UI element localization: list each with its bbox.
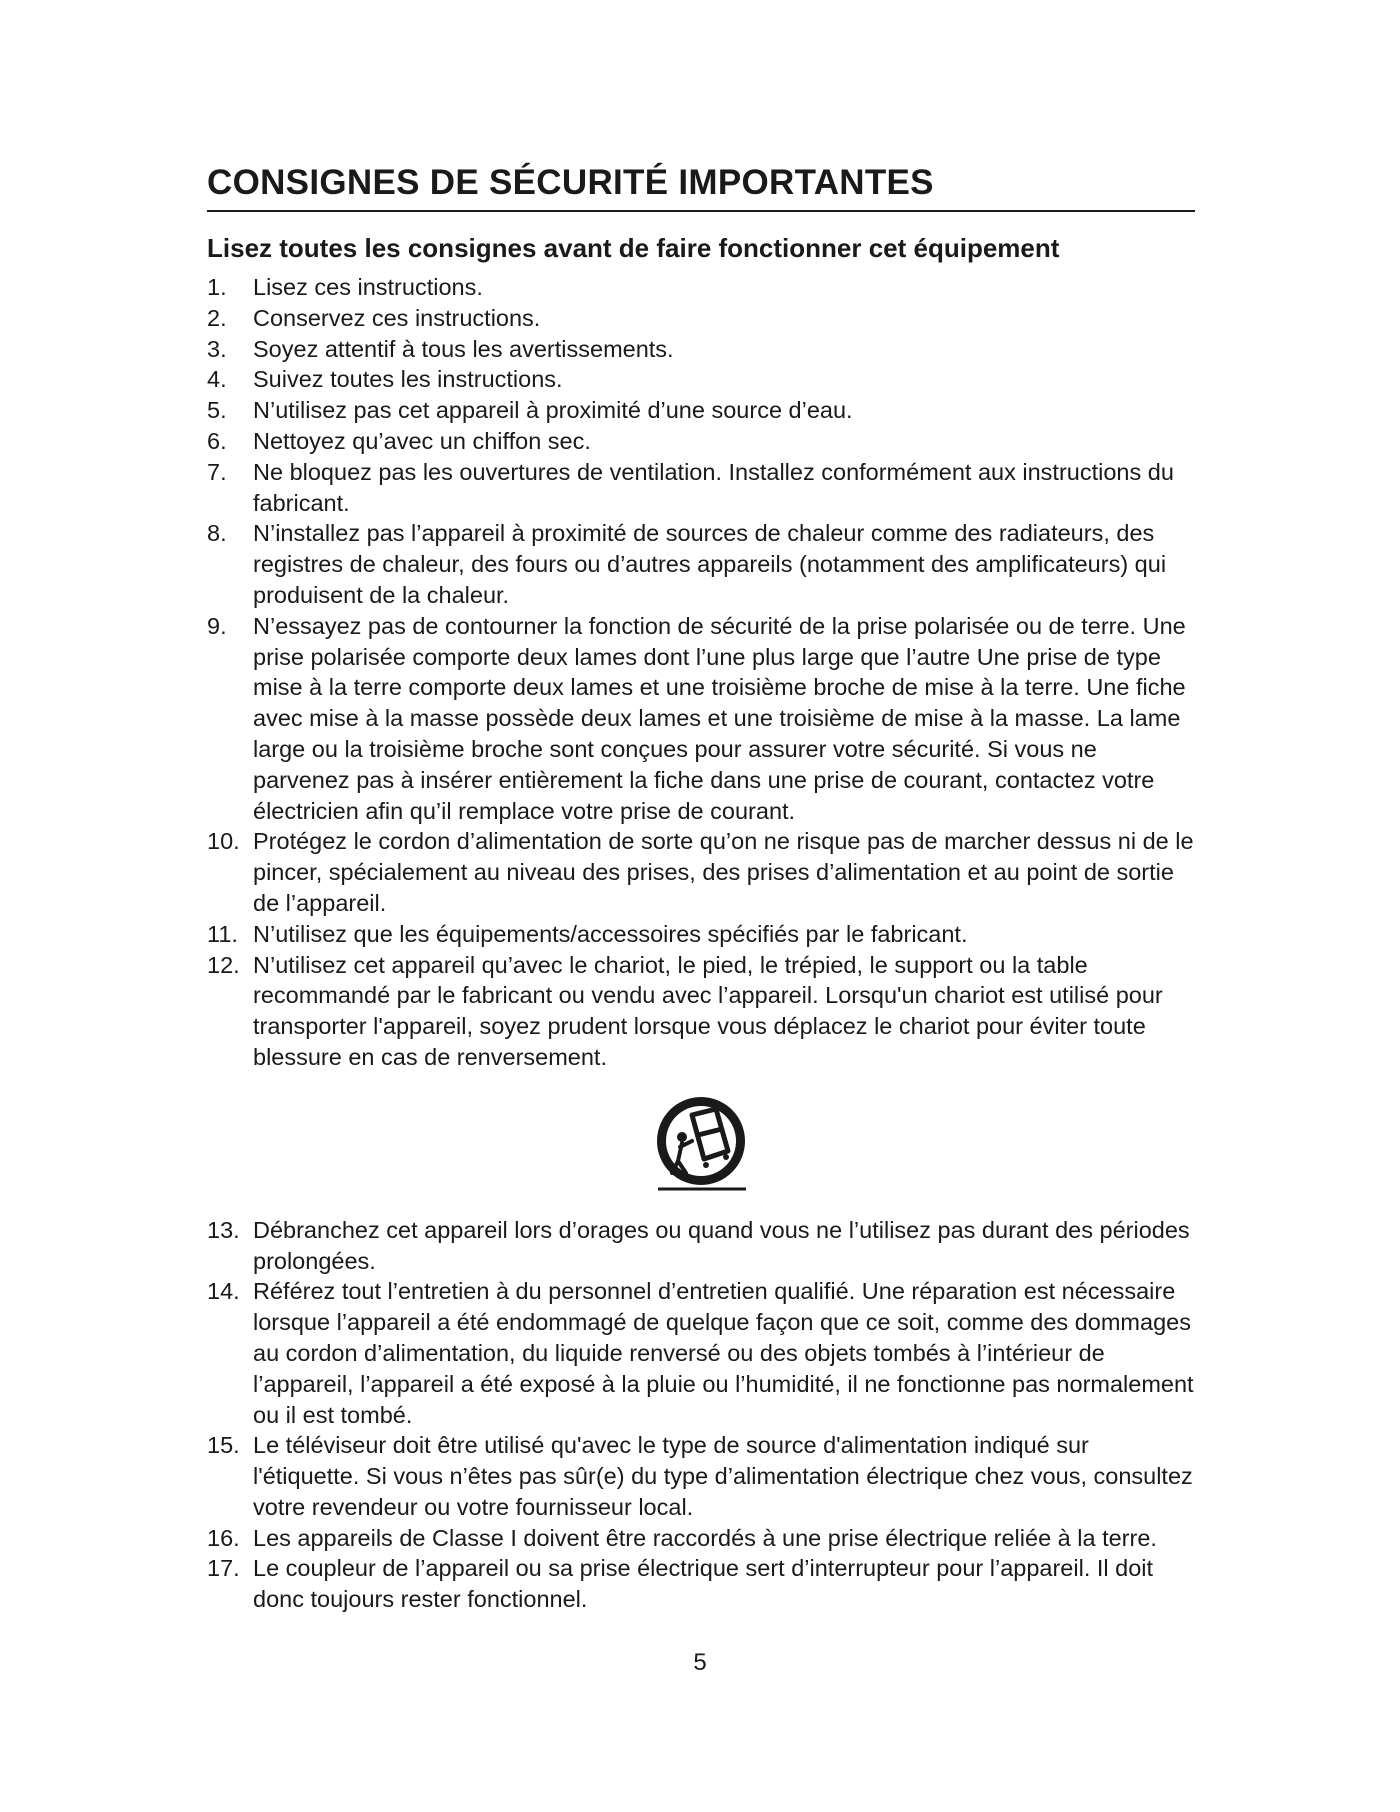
item-number: 15. <box>207 1432 240 1459</box>
item-number: 13. <box>207 1216 240 1243</box>
list-item <box>207 1276 1195 1430</box>
subtitle: Lisez toutes les consignes avant de faire fonctionner cet équipement <box>207 233 1060 263</box>
instructions-list-part-2 <box>207 1215 1195 1615</box>
page-title: CONSIGNES DE SÉCURITÉ IMPORTANTES <box>207 160 1195 212</box>
item-text: Référez tout l’entretien à du personnel d’entretien qualifié. Une réparation est nécessaire lorsque l’appareil a été endommagé de quelque façon que ce soit, comme des dommages au cordon d’alimentation, du liquide renversé ou des objets tombés à l’intérieur de l’appareil, l’appareil a été exposé à la pluie ou l’humidité, il ne fonctionne pas normalement ou il est tombé. <box>253 1278 1194 1428</box>
item-text: Lisez ces instructions. <box>253 274 483 300</box>
list-item <box>207 364 1195 395</box>
item-text: Le téléviseur doit être utilisé qu'avec le type de source d'alimentation indiqué sur l'étiquette. Si vous n’êtes pas sûr(e) du type d’alimentation électrique chez vous, consultez votre revendeur ou votre fournisseur local. <box>253 1432 1193 1520</box>
item-number: 12. <box>207 951 240 978</box>
item-number: 4. <box>207 366 227 393</box>
item-text: N’utilisez cet appareil qu’avec le chariot, le pied, le trépied, le support ou la table recommandé par le fabricant ou vendu avec l’appareil. Lorsqu'un chariot est utilisé pour transporter l'appareil, soyez prudent lorsque vous déplacez le chariot pour éviter toute blessure en cas de renversement. <box>253 951 1163 1070</box>
list-item <box>207 1430 1195 1522</box>
item-number: 11. <box>207 920 238 947</box>
item-text: Protégez le cordon d’alimentation de sorte qu’on ne risque pas de marcher dessus ni de le pincer, spécialement au niveau des prises, des prises d’alimentation et au point de sortie de l’appareil. <box>253 828 1194 916</box>
item-text: Soyez attentif à tous les avertissements. <box>253 335 674 362</box>
list-item <box>207 1215 1195 1277</box>
item-number: 5. <box>207 397 227 424</box>
list-item <box>207 272 1195 303</box>
list-item <box>207 950 1195 1073</box>
list-item <box>207 1523 1195 1554</box>
item-text: N’utilisez que les équipements/accessoires spécifiés par le fabricant. <box>253 920 968 947</box>
list-item <box>207 303 1195 334</box>
item-number: 14. <box>207 1278 240 1305</box>
item-text: Le coupleur de l’appareil ou sa prise électrique sert d’interrupteur pour l’appareil. Il doit donc toujours rester fonctionnel. <box>253 1555 1154 1613</box>
item-number: 6. <box>207 427 227 454</box>
item-text: Les appareils de Classe I doivent être raccordés à une prise électrique reliée à la terre. <box>253 1524 1157 1551</box>
page-number: 5 <box>693 1649 707 1676</box>
item-number: 7. <box>207 458 227 485</box>
list-item <box>207 826 1195 918</box>
item-text: Conservez ces instructions. <box>253 304 541 331</box>
item-text: Ne bloquez pas les ouvertures de ventilation. Installez conformément aux instructions du fabricant. <box>253 458 1174 516</box>
item-number: 9. <box>207 612 227 639</box>
document-page <box>207 160 1195 1615</box>
list-item <box>207 457 1195 519</box>
item-number: 10. <box>207 828 240 855</box>
list-item <box>207 919 1195 950</box>
item-number: 3. <box>207 335 227 362</box>
item-text: Débranchez cet appareil lors d’orages ou quand vous ne l’utilisez pas durant des périodes prolongées. <box>253 1216 1190 1274</box>
item-number: 2. <box>207 304 227 331</box>
instructions-list-part-1 <box>207 272 1195 1073</box>
item-number: 8. <box>207 520 227 547</box>
cart-tip-over-warning-icon <box>646 1095 756 1195</box>
list-item <box>207 334 1195 365</box>
item-text: Suivez toutes les instructions. <box>253 366 563 393</box>
list-item <box>207 426 1195 457</box>
cart-warning-symbol <box>207 1095 1195 1195</box>
item-number: 17. <box>207 1555 240 1582</box>
item-text: Nettoyez qu’avec un chiffon sec. <box>253 427 591 454</box>
item-number: 16. <box>207 1524 240 1551</box>
list-item <box>207 395 1195 426</box>
item-text: N’utilisez pas cet appareil à proximité d’une source d’eau. <box>253 397 853 424</box>
list-item <box>207 518 1195 610</box>
item-number: 1. <box>207 274 227 300</box>
item-text: N’essayez pas de contourner la fonction de sécurité de la prise polarisée ou de terre. Une prise polarisée comporte deux lames dont l’une plus large que l’autre Une prise de type mise à la terre comporte deux lames et une troisième broche de mise à la terre. Une fiche avec mise à la masse possède deux lames et une troisième de mise à la masse. La lame large ou la troisième broche sont conçues pour assurer votre sécurité. Si vous ne parvenez pas à insérer entièrement la fiche dans une prise de courant, contactez votre électricien afin qu’il remplace votre prise de courant. <box>253 612 1186 824</box>
list-item <box>207 611 1195 827</box>
list-item <box>207 1553 1195 1615</box>
item-text: N’installez pas l’appareil à proximité de sources de chaleur comme des radiateurs, des registres de chaleur, des fours ou d’autres appareils (notamment des amplificateurs) qui produisent de la chaleur. <box>253 520 1167 608</box>
